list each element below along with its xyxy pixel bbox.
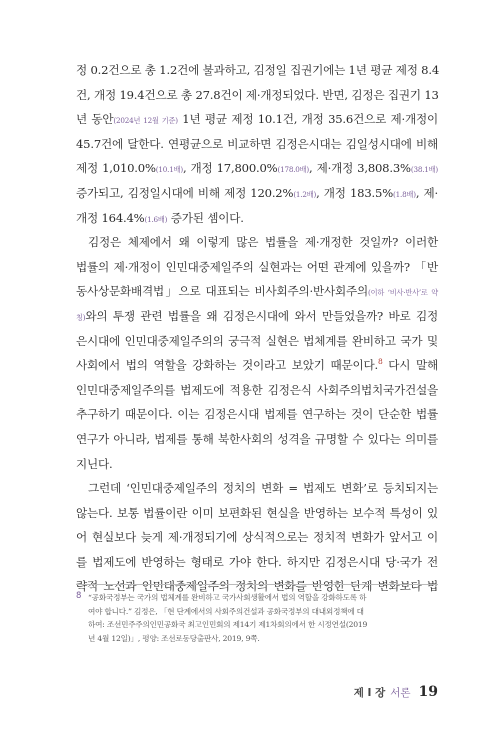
section-label: 서론	[390, 687, 411, 699]
body-line	[76, 525, 438, 550]
footnote-line: “공화국정부는 국가의 법체계를 완비하고 국가사회생활에서 법의 역할을 강화하도록 하	[88, 593, 367, 602]
body-line	[76, 402, 438, 427]
page-footer	[354, 684, 438, 700]
body-line	[76, 230, 438, 255]
footnote-text	[76, 591, 438, 645]
footnote	[76, 584, 438, 645]
body-line	[76, 132, 438, 157]
inline-annotation: 칭)	[76, 312, 86, 322]
body-line	[76, 550, 438, 575]
text-run: 략적 노선과 인민대중제일주의 정치의 변화를 반영한 단계 변화보다 법	[76, 579, 438, 594]
inline-annotation: (1.6배)	[144, 214, 168, 224]
text-run: 제정 1,010.0%	[76, 161, 156, 176]
text-run: 정 0.2건으로 총 1.2건에 불과하고, 김정일 집권기에는 1년 평균 제정 8.4	[76, 63, 440, 77]
text-run: 와의 투쟁 관련 법률을 왜 김정은시대에 와서 만들었을까? 바로 김정	[85, 308, 438, 323]
body-line	[76, 378, 438, 403]
text-run: 추구하기 때문이다. 이는 김정은시대 법제를 연구하는 것이 단순한 법률	[76, 407, 438, 422]
text-run: 법률의 제·개정이 인민대중제일주의 실현과는 어떤 관계에 있을까? 「반	[76, 259, 438, 274]
text-run: 다시 말해	[382, 358, 438, 373]
footnote-reference[interactable]: 8	[377, 357, 383, 367]
inline-annotation: (38.1배)	[410, 165, 438, 175]
body-line	[76, 452, 438, 477]
body-line	[76, 279, 438, 304]
inline-annotation: (10.1배)	[155, 165, 183, 175]
body-line	[76, 58, 438, 83]
body-line	[76, 304, 438, 329]
text-run: 어 현실보다 늦게 제·개정되기에 상식적으로는 정치적 변화가 앞서고 이	[76, 530, 438, 545]
text-run: 45.7건에 달한다. 연평균으로 비교하면 김정은시대는 김일성시대에 비해	[76, 136, 438, 151]
text-run: 1년 평균 제정 10.1건, 개정 35.6건으로 제·개정이	[177, 112, 438, 127]
footnote-line: 년 4월 12일)」, 평양: 조선로동당출판사, 2019, 9쪽.	[88, 633, 260, 643]
page-number: 19	[418, 684, 438, 700]
text-run: 사회에서 법의 역할을 강화하는 것이라고 보았기 때문이다.	[76, 358, 378, 373]
inline-annotation: (1.2배)	[293, 189, 317, 199]
body-line	[76, 181, 438, 206]
text-run: 개정 164.4%	[76, 210, 145, 225]
body-line	[76, 107, 438, 132]
body-line	[76, 156, 438, 181]
chapter-label: 제 I 장	[353, 687, 386, 699]
body-line	[76, 501, 438, 526]
inline-annotation: (2024년 12월 기준)	[113, 116, 178, 126]
text-run: 지닌다.	[76, 456, 113, 471]
text-run: 를 법제도에 반영하는 형태로 가야 한다. 하지만 김정은시대 당·국가 전	[76, 554, 438, 569]
inline-annotation: (178.0배)	[277, 165, 309, 175]
text-run: 년 동안	[76, 112, 114, 127]
text-run: , 개정 17,800.0%	[182, 161, 278, 176]
body-text	[76, 58, 438, 599]
body-line	[76, 476, 438, 501]
text-run: 건, 개정 19.4건으로 총 27.8건이 제·개정되었다. 반면, 김정은 집권기 13	[76, 87, 439, 102]
text-run: 증가되고, 김정일시대에 비해 제정 120.2%	[76, 185, 294, 200]
text-run: 연구가 아니라, 법제를 통해 북한사회의 성격을 규명할 수 있다는 의미를	[76, 431, 438, 446]
body-line	[76, 329, 438, 354]
text-run: 동사상문화배격법」으로 대표되는 비사회주의·반사회주의	[76, 284, 368, 299]
text-run: , 제·	[415, 185, 438, 200]
text-run: 않는다. 보통 법률이란 이미 보편화된 현실을 반영하는 보수적 특성이 있	[76, 505, 438, 520]
body-line	[76, 427, 438, 452]
footnote-line: 하여: 조선민주주의인민공화국 최고인민회의 제14기 제1차회의에서 한 시정연설(2019	[88, 620, 368, 629]
text-run: 김정은 체제에서 왜 이렇게 많은 법률을 제·개정한 것일까? 이러한	[88, 235, 438, 250]
body-line	[76, 255, 438, 280]
body-line	[76, 206, 438, 231]
text-run: , 제·개정 3,808.3%	[309, 161, 411, 176]
inline-annotation: (1.8배)	[393, 189, 416, 199]
footnote-line: 여야 합니다.” 김정은, 「현 단계에서의 사회주의건설과 공화국정부의 대내외정책에 대	[88, 606, 364, 616]
body-line	[76, 353, 438, 378]
body-line	[76, 83, 438, 108]
text-run: 인민대중제일주의를 법제도에 적용한 김정은식 사회주의법치국가건설을	[76, 382, 438, 397]
footnote-number: 8	[76, 591, 82, 601]
text-run: 증가된 셈이다.	[167, 210, 244, 225]
text-run: , 개정 183.5%	[316, 185, 394, 200]
inline-annotation: (이하 ‘비사·반사’로 약	[367, 288, 438, 298]
text-run: 은시대에 인민대중제일주의의 궁극적 실현은 법체계를 완비하고 국가 및	[76, 333, 438, 348]
text-run: 그런데 ‘인민대중제일주의 정치의 변화 = 법제도 변화’로 등치되지는	[88, 481, 438, 496]
